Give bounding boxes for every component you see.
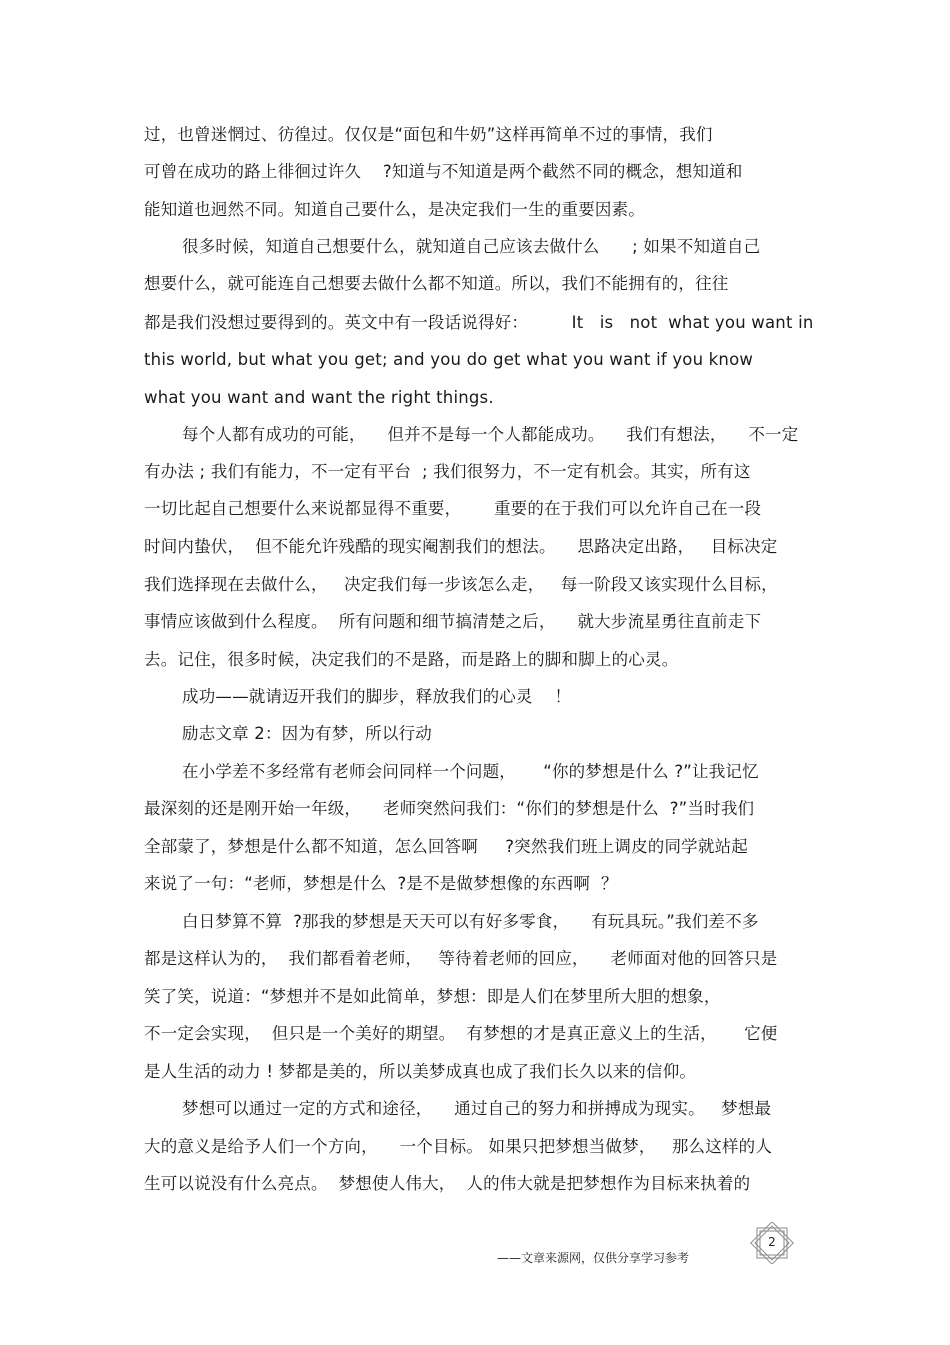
footer-source-note: ——文章来源网，仅供分享学习参考 [497,1251,690,1265]
text-line: 时间内蛰伏， 但不能允许残酷的现实阉割我们的想法。 思路决定出路， 目标决定 [144,537,778,556]
text-line: 来说了一句：“老师，梦想是什么 ?是不是做梦想像的东西啊 ？ [144,874,618,893]
paragraph-first-line: 在小学差不多经常有老师会问同样一个问题， “你的梦想是什么 ?”让我记忆 [182,762,759,781]
section-heading: 励志文章 2：因为有梦，所以行动 [182,724,432,743]
paragraph-first-line: 成功——就请迈开我们的脚步，释放我们的心灵 ！ [182,687,572,706]
text-line: 有办法 ; 我们有能力，不一定有平台 ; 我们很努力，不一定有机会。其实，所有这 [144,462,751,481]
text-line: 全部蒙了，梦想是什么都不知道，怎么回答啊 ?突然我们班上调皮的同学就站起 [144,837,748,856]
page-number: 2 [768,1235,776,1249]
text-line: 事情应该做到什么程度。 所有问题和细节搞清楚之后， 就大步流星勇往直前走下 [144,612,762,631]
paragraph-first-line: 白日梦算不算 ?那我的梦想是天天可以有好多零食， 有玩具玩。”我们差不多 [182,912,759,931]
text-line: 笑了笑，说道：“梦想并不是如此简单，梦想：即是人们在梦里所大胆的想象， [144,987,721,1006]
paragraph-first-line: 每个人都有成功的可能， 但并不是每一个人都能成功。 我们有想法， 不一定 [182,425,799,444]
text-line: 生可以说没有什么亮点。 梦想使人伟大， 人的伟大就是把梦想作为目标来执着的 [144,1174,751,1193]
text-line: 不一定会实现， 但只是一个美好的期望。 有梦想的才是真正意义上的生活， 它便 [144,1024,778,1043]
text-line: 都是我们没想过要得到的。英文中有一段话说得好： It is not what you want in [144,313,814,332]
text-line: 过，也曾迷惘过、彷徨过。仅仅是“面包和牛奶”这样再简单不过的事情，我们 [144,125,713,144]
text-line: 都是这样认为的， 我们都看着老师， 等待着老师的回应， 老师面对他的回答只是 [144,949,778,968]
text-line: what you want and want the right things. [144,388,494,407]
paragraph-first-line: 梦想可以通过一定的方式和途径， 通过自己的努力和拼搏成为现实。 梦想最 [182,1099,772,1118]
text-line: 我们选择现在去做什么， 决定我们每一步该怎么走， 每一阶段又该实现什么目标， [144,575,778,594]
text-line: 是人生活的动力 ! 梦都是美的，所以美梦成真也成了我们长久以来的信仰。 [144,1062,697,1081]
text-line: 可曾在成功的路上徘徊过许久 ?知道与不知道是两个截然不同的概念，想知道和 [144,162,743,181]
text-line: 去。记住，很多时候，决定我们的不是路，而是路上的脚和脚上的心灵。 [144,650,679,669]
paragraph-first-line: 很多时候，知道自己想要什么，就知道自己应该去做什么 ; 如果不知道自己 [182,237,761,256]
text-line: this world, but what you get; and you do get what you want if you know [144,350,754,369]
text-line: 能知道也迥然不同。知道自己要什么，是决定我们一生的重要因素。 [144,200,645,219]
page-number-badge [749,1222,795,1264]
text-line: 想要什么，就可能连自己想要去做什么都不知道。所以，我们不能拥有的，往往 [144,274,729,293]
text-line: 大的意义是给予人们一个方向， 一个目标。 如果只把梦想当做梦， 那么这样的人 [144,1137,773,1156]
text-line: 最深刻的还是刚开始一年级， 老师突然问我们：“你们的梦想是什么 ?”当时我们 [144,799,755,818]
text-line: 一切比起自己想要什么来说都显得不重要， 重要的在于我们可以允许自己在一段 [144,499,762,518]
